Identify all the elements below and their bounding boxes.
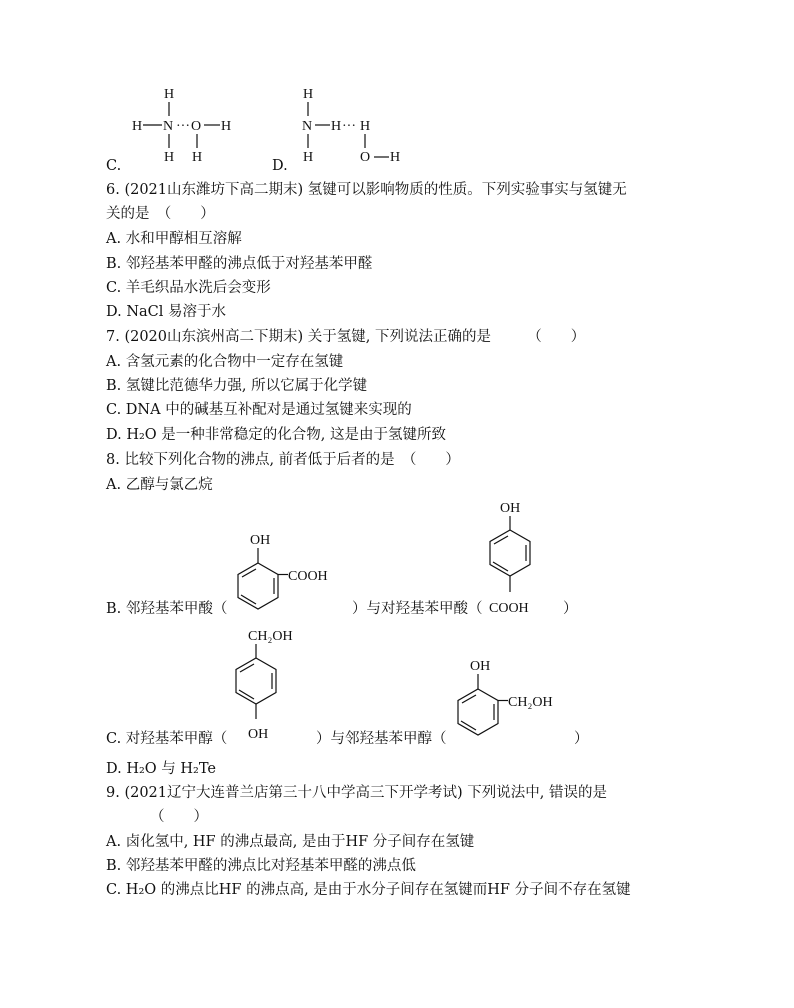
para-hydroxybenzoic-acid-structure bbox=[486, 498, 566, 620]
q7-option-a: A. 含氢元素的化合物中一定存在氢键 bbox=[106, 354, 344, 370]
cooh-label: COOH bbox=[489, 601, 529, 616]
ch2oh-label: CH₂OH bbox=[248, 629, 293, 644]
q6-option-c: C. 羊毛织品水洗后会变形 bbox=[106, 280, 271, 296]
cooh-label: COOH bbox=[288, 569, 328, 584]
svg-text:···: ··· bbox=[176, 119, 190, 134]
ch2oh-label: CH₂OH bbox=[508, 695, 553, 710]
q8-option-c-left: C. 对羟基苯甲醇（ bbox=[106, 731, 228, 747]
q8-option-d: D. H₂O 与 H₂Te bbox=[106, 761, 216, 777]
q9-stem-line1: 9. (2021辽宁大连普兰店第三十八中学高三下开学考试) 下列说法中, 错误的是 bbox=[106, 785, 607, 801]
q8-option-b-left: B. 邻羟基苯甲酸（ bbox=[106, 601, 228, 617]
svg-text:···: ··· bbox=[342, 119, 356, 134]
atom-o: O bbox=[191, 119, 202, 134]
q6-stem-line1: 6. (2021山东潍坊下高二期末) 氢键可以影响物质的性质。下列实验事实与氢键无 bbox=[106, 182, 627, 198]
atom-h: H bbox=[164, 87, 175, 102]
atom-h: H bbox=[390, 150, 401, 165]
q5-option-d-structure bbox=[298, 84, 418, 166]
atom-h: H bbox=[192, 150, 203, 165]
atom-h: H bbox=[303, 87, 314, 102]
q7-option-c: C. DNA 中的碱基互补配对是通过氢键来实现的 bbox=[106, 402, 412, 418]
oh-label: OH bbox=[500, 501, 521, 516]
q8-option-a: A. 乙醇与氯乙烷 bbox=[106, 477, 213, 493]
oh-label: OH bbox=[470, 659, 491, 674]
q6-option-a: A. 水和甲醇相互溶解 bbox=[106, 231, 242, 247]
atom-o: O bbox=[360, 150, 371, 165]
q5-option-c-structure bbox=[128, 84, 248, 166]
q7-stem: 7. (2020山东滨州高二下期末) 关于氢键, 下列说法正确的是 （ ） bbox=[106, 329, 586, 345]
q9-option-a: A. 卤化氢中, HF 的沸点最高, 是由于HF 分子间存在氢键 bbox=[106, 834, 475, 850]
q9-option-c: C. H₂O 的沸点比HF 的沸点高, 是由于水分子间存在氢键而HF 分子间不存在氢键 bbox=[106, 882, 631, 898]
q8-option-b-right: ） bbox=[563, 601, 578, 617]
q8-option-c-right: ） bbox=[574, 731, 589, 747]
atom-h: H bbox=[360, 119, 371, 134]
ortho-hydroxybenzyl-alcohol-structure bbox=[454, 656, 584, 746]
q7-option-d: D. H₂O 是一种非常稳定的化合物, 这是由于氢键所致 bbox=[106, 427, 446, 443]
ortho-hydroxybenzoic-acid-structure bbox=[228, 530, 358, 620]
atom-h: H bbox=[303, 150, 314, 165]
q8-option-c-mid: ）与邻羟基苯甲醇（ bbox=[316, 731, 447, 747]
atom-h: H bbox=[132, 119, 143, 134]
q6-option-d: D. NaCl 易溶于水 bbox=[106, 304, 226, 320]
q9-stem-line2: （ ） bbox=[150, 809, 208, 825]
atom-h: H bbox=[221, 119, 232, 134]
para-hydroxybenzyl-alcohol-structure bbox=[232, 626, 322, 748]
q6-option-b: B. 邻羟基苯甲醛的沸点低于对羟基苯甲醛 bbox=[106, 256, 373, 272]
atom-h: H bbox=[331, 119, 342, 134]
atom-h: H bbox=[164, 150, 175, 165]
oh-label: OH bbox=[250, 533, 271, 548]
atom-n: N bbox=[302, 119, 313, 134]
oh-label: OH bbox=[248, 727, 269, 742]
q8-stem: 8. 比较下列化合物的沸点, 前者低于后者的是 （ ） bbox=[106, 452, 460, 468]
q7-option-b: B. 氢键比范德华力强, 所以它属于化学键 bbox=[106, 378, 368, 394]
q9-option-b: B. 邻羟基苯甲醛的沸点比对羟基苯甲醛的沸点低 bbox=[106, 858, 416, 874]
q6-stem-line2: 关的是 （ ） bbox=[106, 206, 215, 222]
atom-n: N bbox=[163, 119, 174, 134]
q8-option-b-mid: ）与对羟基苯甲酸（ bbox=[352, 601, 483, 617]
q5-option-d-label: D. bbox=[272, 158, 288, 174]
q5-option-c-label: C. bbox=[106, 158, 122, 174]
